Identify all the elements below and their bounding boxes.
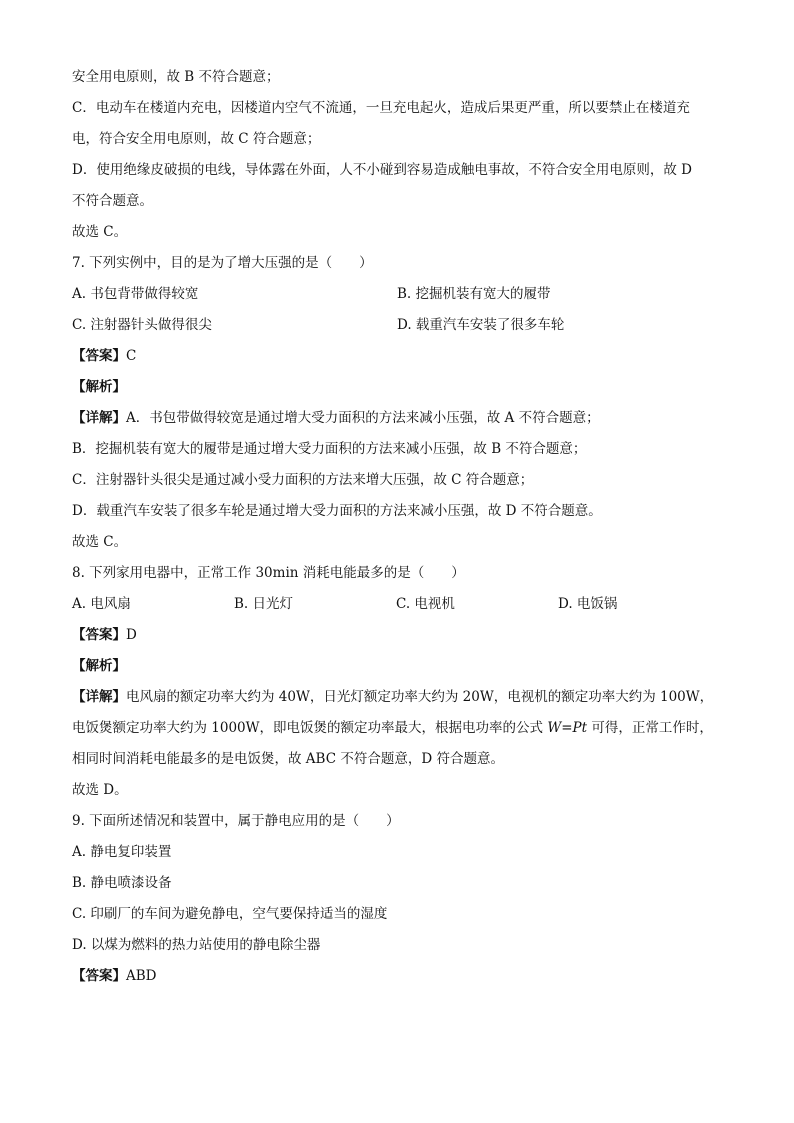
question-stem: 9. 下面所述情况和装置中，属于静电应用的是（ ）: [72, 813, 400, 829]
analysis-line: [72, 372, 722, 403]
question-7: [72, 248, 722, 558]
question-9: [72, 806, 722, 992]
conclusion-line: 故选 C。: [72, 534, 128, 550]
detail-text: 电饭煲额定功率大约为 1000W，即电饭煲的额定功率最大，根据电功率的公式: [72, 720, 548, 736]
answer-label: 【答案】: [72, 968, 126, 984]
answer-line: [72, 961, 722, 992]
solution-conclusion: 故选 C。: [72, 224, 128, 240]
solution-line: C．电动车在楼道内充电，因楼道内空气不流通，一旦充电起火，造成后果更严重，所以要禁止在楼道充: [72, 100, 690, 116]
analysis-label: 【解析】: [72, 379, 126, 395]
document-page: [72, 62, 722, 992]
detail-text: 可得，正常工作时，: [587, 720, 713, 736]
answer-label: 【答案】: [72, 627, 126, 643]
question-stem: 7. 下列实例中，目的是为了增大压强的是（ ）: [72, 255, 373, 271]
detail-line: C．注射器针头很尖是通过减小受力面积的方法来增大压强，故 C 符合题意；: [72, 472, 534, 488]
solution-line: 不符合题意。: [72, 193, 153, 209]
detail-line: 相同时间消耗电能最多的是电饭煲，故 ABC 不符合题意，D 符合题意。: [72, 751, 504, 767]
analysis-label: 【解析】: [72, 658, 126, 674]
detail-label: 【详解】: [72, 410, 126, 426]
answer-line: [72, 341, 722, 372]
option-c: C. 电视机: [396, 596, 455, 612]
option-a: A. 电风扇: [72, 596, 131, 612]
option-a: A. 静电复印装置: [72, 844, 172, 860]
question-8: [72, 558, 722, 806]
option-a: A. 书包背带做得较宽: [72, 286, 199, 302]
answer-label: 【答案】: [72, 348, 126, 364]
answer-value: D: [126, 627, 137, 643]
detail-label: 【详解】: [72, 689, 126, 705]
detail-line: [72, 713, 722, 744]
conclusion-line: 故选 D。: [72, 782, 128, 798]
detail-text: A．书包带做得较宽是通过增大受力面积的方法来减小压强，故 A 不符合题意；: [126, 410, 600, 426]
previous-solution: [72, 62, 722, 248]
option-d: D. 载重汽车安装了很多车轮: [397, 317, 565, 333]
options-row: [72, 310, 722, 341]
solution-line: D．使用绝缘皮破损的电线，导体露在外面，人不小碰到容易造成触电事故，不符合安全用电原则，故 D: [72, 162, 692, 178]
answer-value: C: [126, 348, 137, 364]
detail-text: 电风扇的额定功率大约为 40W，日光灯额定功率大约为 20W，电视机的额定功率大约为 100W，: [126, 689, 714, 705]
option-c: C. 注射器针头做得很尖: [72, 317, 212, 333]
option-d: D. 以煤为燃料的热力站使用的静电除尘器: [72, 937, 321, 953]
solution-line: 电，符合安全用电原则，故 C 符合题意；: [72, 131, 321, 147]
solution-line: 安全用电原则，故 B 不符合题意；: [72, 69, 280, 85]
options-row: [72, 279, 722, 310]
detail-line: [72, 682, 722, 713]
answer-line: [72, 620, 722, 651]
options-row: [72, 589, 722, 620]
option-d: D. 电饭锅: [558, 596, 618, 612]
detail-line: D．载重汽车安装了很多车轮是通过增大受力面积的方法来减小压强，故 D 不符合题意。: [72, 503, 602, 519]
option-b: B. 静电喷漆设备: [72, 875, 172, 891]
option-c: C. 印刷厂的车间为避免静电，空气要保持适当的湿度: [72, 906, 388, 922]
detail-line: B．挖掘机装有宽大的履带是通过增大受力面积的方法来减小压强，故 B 不符合题意；: [72, 441, 587, 457]
power-formula: W=Pt: [547, 720, 588, 736]
option-b: B. 日光灯: [234, 596, 294, 612]
detail-line: [72, 403, 722, 434]
answer-value: ABD: [126, 968, 157, 984]
option-b: B. 挖掘机装有宽大的履带: [397, 286, 551, 302]
analysis-line: [72, 651, 722, 682]
question-stem: 8. 下列家用电器中，正常工作 30min 消耗电能最多的是（ ）: [72, 565, 465, 581]
